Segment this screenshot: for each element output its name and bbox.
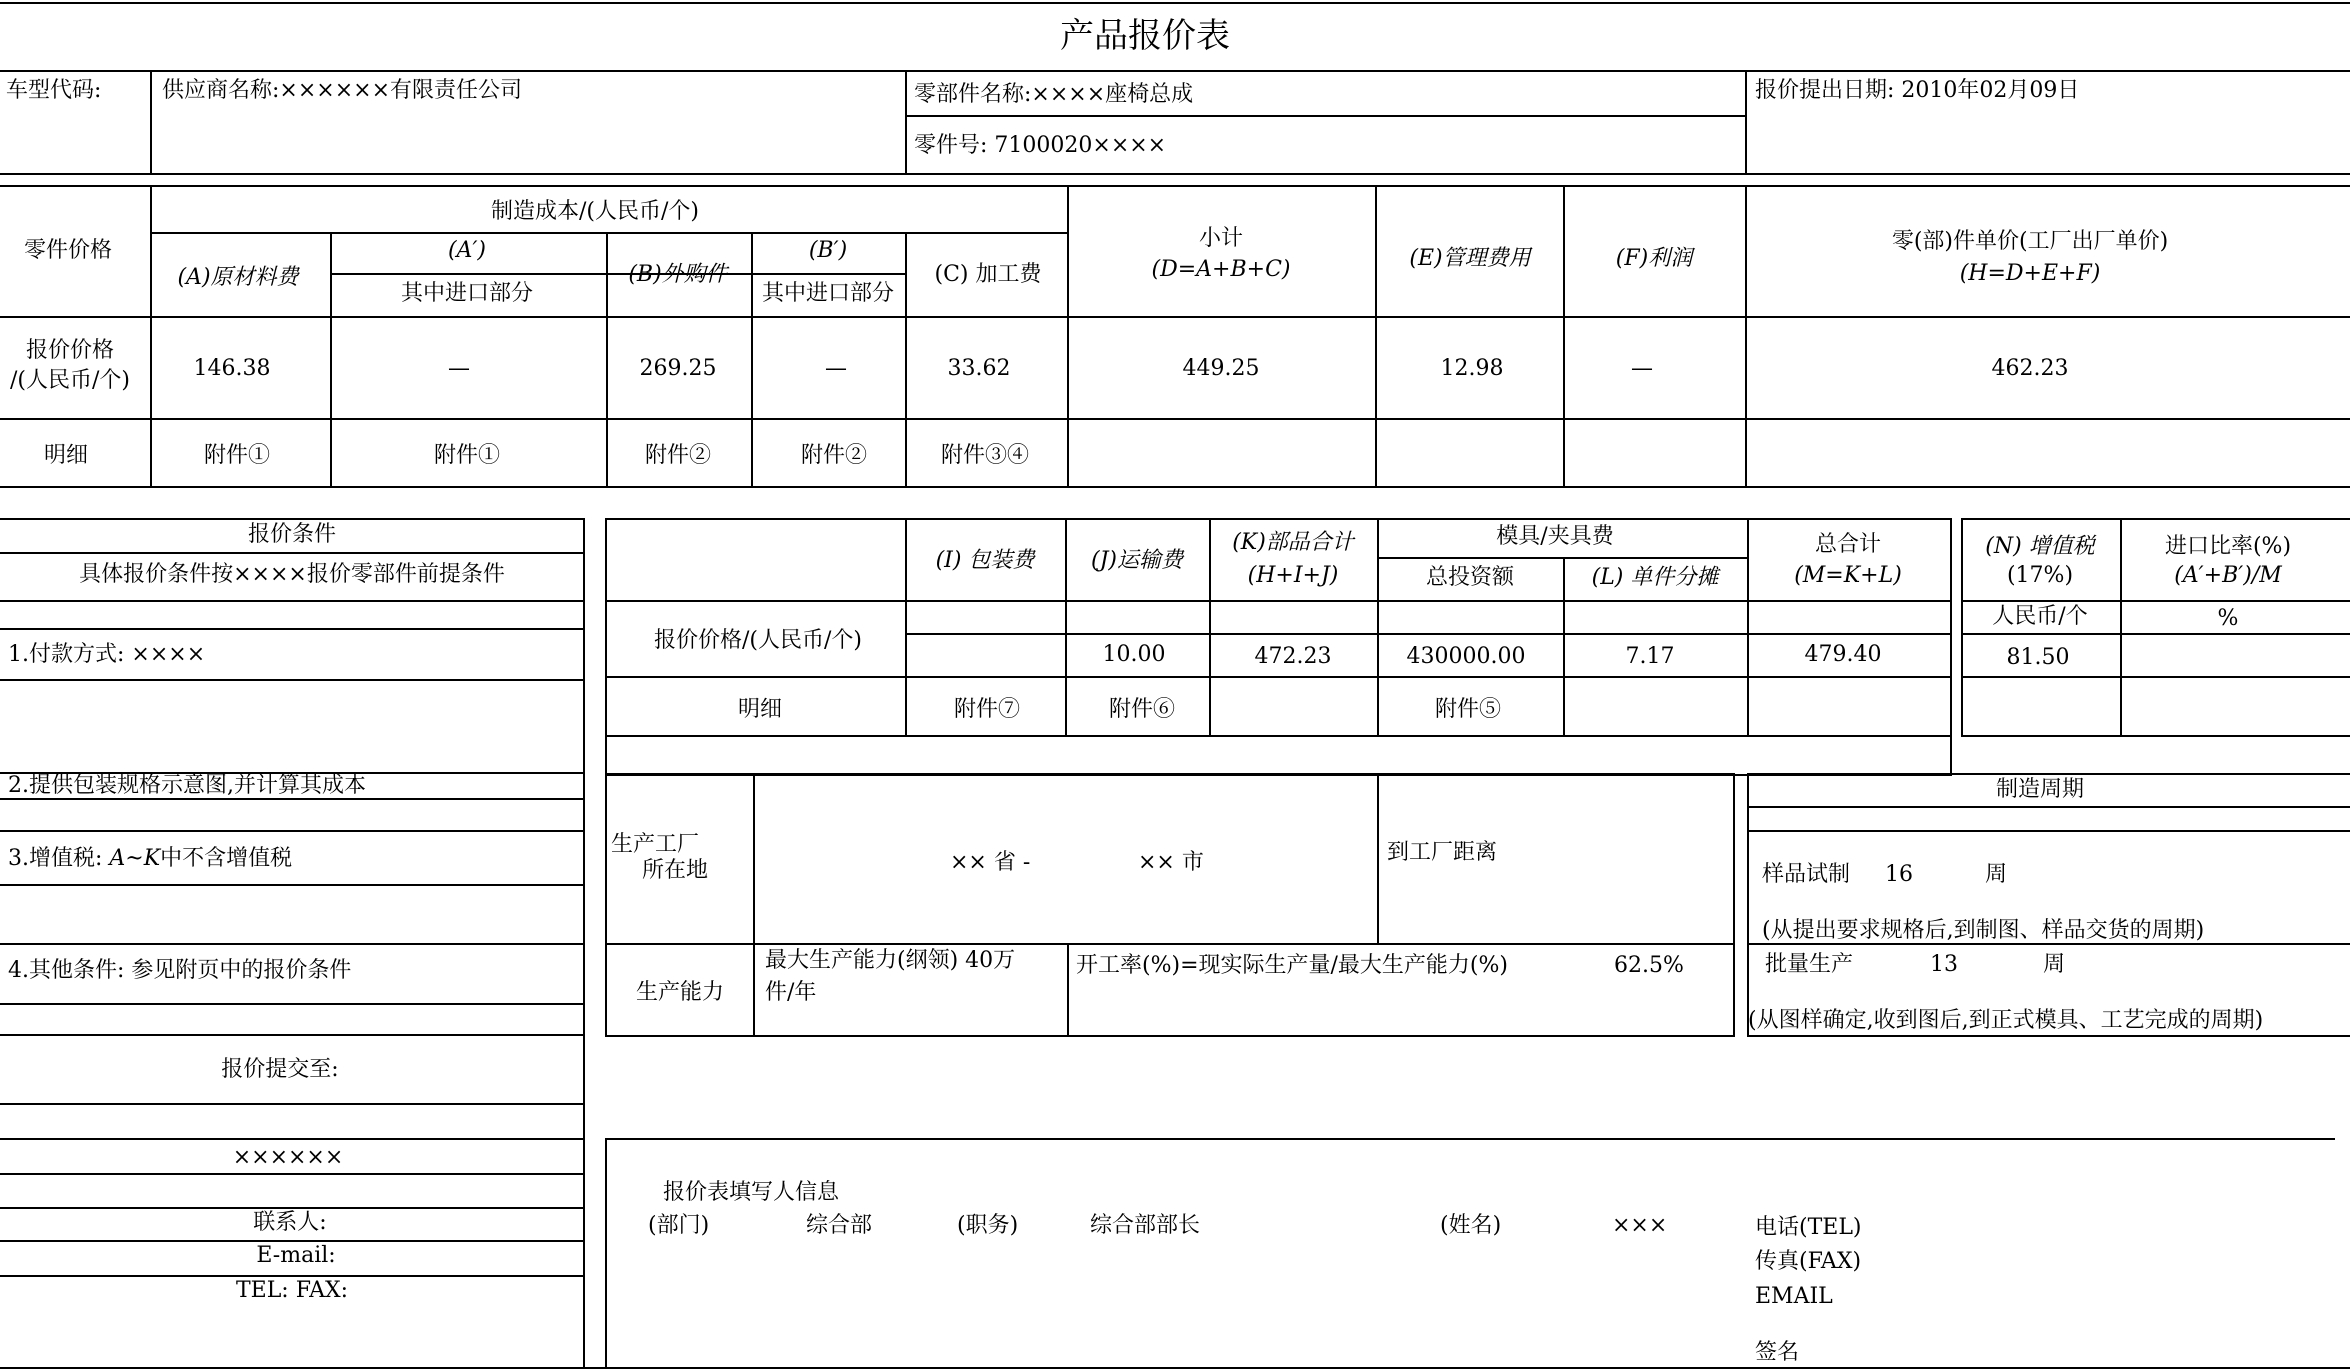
cost-value-m: 479.40 — [1804, 642, 1882, 667]
rule — [150, 185, 152, 488]
sample-weeks: 16 — [1885, 862, 1913, 887]
col-f-header: (F)利润 — [1615, 246, 1693, 271]
col-a-prime-sub: 其中进口部分 — [400, 281, 534, 306]
email-label: E-mail: — [256, 1243, 336, 1268]
condition-vat-prefix: 3.增值税: — [8, 846, 110, 871]
rule — [0, 1003, 585, 1005]
condition-vat-suffix: 中不含增值税 — [160, 846, 293, 871]
rule — [1377, 773, 1379, 945]
detail-row-label: 明细 — [43, 443, 89, 468]
rule — [0, 1103, 585, 1105]
rule — [0, 884, 585, 886]
unit-pct: % — [2217, 606, 2239, 631]
part-number: 零件号: 7100020×××× — [914, 133, 1167, 158]
sample-note: (从提出要求规格后,到制图、样品交货的周期) — [1762, 918, 2205, 943]
submit-to-label: 报价提交至: — [221, 1057, 339, 1082]
rule — [1065, 518, 1067, 737]
rule — [905, 115, 1745, 117]
rule — [0, 70, 2350, 72]
rule — [0, 1173, 585, 1175]
batch-note: (从图样确定,收到图后,到正式模具、工艺完成的周期) — [1748, 1008, 2264, 1033]
rule — [1747, 773, 1749, 1037]
quote-price-label-1: 报价价格 — [25, 338, 115, 363]
rule — [0, 316, 2350, 318]
rule — [0, 1275, 585, 1277]
detail-a-prime: 附件① — [433, 443, 501, 468]
detail-b: 附件② — [644, 443, 712, 468]
quote-date: 报价提出日期: 2010年02月09日 — [1755, 78, 2080, 103]
col-import-formula: (A′+B′)/M — [2174, 563, 2282, 588]
rule — [1961, 676, 2350, 678]
col-j-header: (J)运输费 — [1091, 548, 1183, 573]
car-code-label: 车型代码: — [6, 78, 102, 103]
rule — [150, 70, 152, 175]
col-e-header: (E)管理费用 — [1409, 246, 1531, 271]
rule — [1563, 557, 1565, 737]
rule — [0, 830, 585, 832]
rule — [605, 676, 1952, 678]
col-import-header: 进口比率(%) — [2164, 534, 2292, 559]
cost-detail-j: 附件⑥ — [1108, 697, 1176, 722]
rule — [1747, 518, 1749, 737]
cost-value-mold-total: 430000.00 — [1406, 644, 1526, 669]
rule — [1961, 735, 2350, 737]
col-a-header: (A)原材料费 — [177, 265, 299, 290]
col-k-formula: (H+I+J) — [1247, 563, 1339, 588]
utilization-value: 62.5% — [1614, 953, 1684, 978]
cost-value-k: 472.23 — [1254, 644, 1332, 669]
filler-name-label: (姓名) — [1440, 1213, 1502, 1238]
value-c: 33.62 — [947, 356, 1011, 381]
rule — [1067, 185, 1069, 488]
rule — [1375, 185, 1377, 488]
filler-dept: 综合部 — [806, 1213, 873, 1238]
rule — [0, 1207, 585, 1209]
cost-value-l: 7.17 — [1625, 644, 1675, 669]
col-unit-price-formula: (H=D+E+F) — [1959, 261, 2101, 286]
col-l-header: (L) 单件分摊 — [1591, 565, 1719, 590]
rule — [0, 173, 2350, 175]
col-total-header: 总合计 — [1814, 532, 1882, 557]
rule — [330, 232, 332, 488]
cost-value-j: 10.00 — [1102, 642, 1166, 667]
rule — [605, 773, 607, 1037]
value-b-prime: — — [825, 356, 847, 381]
mfg-cost-header: 制造成本/(人民币/个) — [491, 199, 699, 224]
col-unit-price-header: 零(部)件单价(工厂出厂单价) — [1891, 229, 2169, 254]
filler-position-label: (职务) — [957, 1213, 1019, 1238]
part-name: 零部件名称:××××座椅总成 — [914, 82, 1194, 107]
value-b: 269.25 — [639, 356, 717, 381]
rule — [605, 735, 1952, 737]
rule — [605, 1138, 607, 1369]
rule — [1961, 600, 2350, 602]
detail-a: 附件① — [203, 443, 271, 468]
rule — [1747, 1035, 2350, 1037]
rule — [605, 1035, 1735, 1037]
quote-price-label-2: /(人民币/个) — [10, 368, 130, 393]
distance-label: 到工厂距离 — [1387, 840, 1498, 865]
filler-name: ××× — [1612, 1213, 1668, 1238]
supplier-name: 供应商名称:××××××有限责任公司 — [162, 78, 523, 103]
batch-label: 批量生产 — [1765, 952, 1854, 977]
rule — [0, 1240, 585, 1242]
col-b-header: (B)外购件 — [628, 262, 728, 287]
sample-label: 样品试制 — [1762, 862, 1851, 887]
detail-c: 附件③④ — [940, 443, 1030, 468]
filler-header: 报价表填写人信息 — [663, 1180, 840, 1205]
value-d: 449.25 — [1182, 356, 1260, 381]
rule — [1950, 518, 1952, 776]
rule — [753, 773, 755, 1037]
value-a: 146.38 — [193, 356, 271, 381]
col-mold-total-header: 总投资额 — [1425, 565, 1515, 590]
value-h: 462.23 — [1991, 356, 2069, 381]
rule — [1747, 773, 2350, 775]
col-i-header: (I) 包装费 — [935, 548, 1035, 573]
rule — [0, 1138, 585, 1140]
submit-to-name: ×××××× — [232, 1145, 344, 1170]
rule — [605, 943, 1735, 945]
rule — [1067, 943, 1069, 1037]
col-total-formula: (M=K+L) — [1794, 563, 1902, 588]
rule — [606, 232, 608, 488]
rule — [150, 232, 1067, 234]
rule — [0, 679, 585, 681]
condition-other: 4.其他条件: 参见附页中的报价条件 — [8, 958, 352, 983]
conditions-header: 报价条件 — [247, 522, 337, 547]
cost-detail-i: 附件⑦ — [953, 697, 1021, 722]
rule — [0, 2, 2350, 4]
rule — [0, 552, 585, 554]
col-subtotal-header: 小计 — [1198, 226, 1244, 251]
condition-payment: 1.付款方式: ×××× — [8, 642, 206, 667]
rule — [1563, 185, 1565, 488]
rule — [1961, 518, 2350, 520]
condition-vat — [8, 846, 292, 872]
part-price-label: 零件价格 — [23, 238, 113, 263]
value-f: — — [1631, 356, 1653, 381]
rule — [2120, 518, 2122, 737]
rule — [1209, 518, 1211, 737]
rule — [0, 600, 585, 602]
rule — [1747, 830, 2350, 832]
rule — [330, 273, 905, 275]
rule — [0, 418, 2350, 420]
cost-detail-label: 明细 — [737, 697, 783, 722]
rule — [1961, 633, 2350, 635]
max-capacity-line-1: 最大生产能力(纲领) 40万 — [765, 948, 1016, 973]
rule — [0, 1367, 2350, 1369]
col-subtotal-formula: (D=A+B+C) — [1151, 257, 1291, 282]
rule — [605, 518, 1952, 520]
rule — [1377, 518, 1379, 737]
rule — [751, 232, 753, 488]
rule — [1733, 773, 1735, 1037]
contact-label: 联系人: — [253, 1210, 327, 1235]
page-title: 产品报价表 — [1060, 16, 1230, 56]
rule — [1377, 557, 1747, 559]
filler-position: 综合部部长 — [1090, 1213, 1201, 1238]
value-a-prime: — — [448, 356, 470, 381]
max-capacity-line-2: 件/年 — [765, 980, 817, 1005]
cost-price-label: 报价价格/(人民币/个) — [654, 628, 862, 653]
detail-b-prime: 附件② — [800, 443, 868, 468]
rule — [605, 773, 1735, 775]
rule — [1961, 518, 1963, 737]
rule — [0, 185, 2350, 187]
tel-fax-label: TEL: FAX: — [235, 1278, 349, 1303]
condition-packaging: 2.提供包装规格示意图,并计算其成本 — [8, 773, 366, 798]
filler-email: EMAIL — [1755, 1284, 1833, 1309]
cost-detail-mold: 附件⑤ — [1434, 697, 1502, 722]
utilization-label: 开工率(%)=现实际生产量/最大生产能力(%) — [1076, 953, 1508, 978]
factory-location-label-2: 所在地 — [641, 858, 709, 883]
conditions-subheader: 具体报价条件按××××报价零部件前提条件 — [79, 562, 505, 587]
filler-sign: 签名 — [1755, 1340, 1800, 1365]
rule — [1747, 806, 2350, 808]
value-e: 12.98 — [1440, 356, 1504, 381]
col-a-prime-header: (A′) — [447, 238, 487, 263]
rule — [0, 518, 585, 520]
unit-rmb: 人民币/个 — [1992, 604, 2088, 629]
rule — [0, 943, 585, 945]
capacity-label: 生产能力 — [635, 980, 725, 1005]
rule — [605, 600, 1952, 602]
sample-week-unit: 周 — [1985, 862, 2008, 887]
vat-value: 81.50 — [2006, 645, 2070, 670]
rule — [1745, 70, 1747, 175]
col-b-prime-sub: 其中进口部分 — [761, 281, 895, 306]
col-n-header: (N) 增值税 — [1985, 534, 2095, 559]
condition-vat-formula: A~K — [109, 846, 161, 871]
batch-week-unit: 周 — [2043, 952, 2066, 977]
batch-weeks: 13 — [1930, 952, 1958, 977]
rule — [0, 628, 585, 630]
col-c-header: (C) 加工费 — [934, 262, 1042, 287]
filler-dept-label: (部门) — [648, 1213, 710, 1238]
rule — [0, 486, 2350, 488]
cycle-header: 制造周期 — [1995, 777, 2085, 802]
rule — [905, 232, 907, 488]
factory-province: ×× 省 - — [950, 850, 1031, 875]
col-b-prime-header: (B′) — [808, 238, 848, 263]
filler-tel: 电话(TEL) — [1755, 1215, 1862, 1240]
rule — [905, 518, 907, 737]
col-k-header: (K)部品合计 — [1232, 530, 1354, 555]
rule — [905, 70, 907, 175]
rule — [1745, 185, 1747, 488]
col-n-rate: (17%) — [2006, 563, 2074, 588]
factory-city: ×× 市 — [1138, 850, 1204, 875]
rule — [905, 633, 1952, 635]
rule — [0, 1034, 585, 1036]
rule — [605, 1138, 2335, 1140]
rule — [605, 518, 607, 776]
col-mold-header: 模具/夹具费 — [1496, 524, 1614, 549]
filler-fax: 传真(FAX) — [1755, 1249, 1862, 1274]
factory-location-label-1: 生产工厂 — [610, 832, 700, 857]
